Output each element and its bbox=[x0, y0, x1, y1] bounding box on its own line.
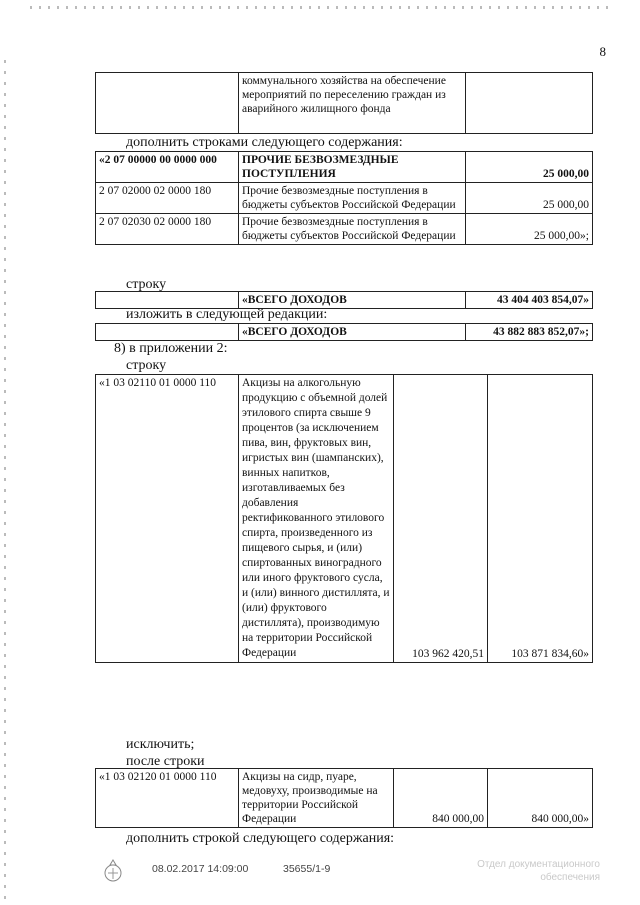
table-row bbox=[96, 769, 593, 828]
table-row bbox=[96, 152, 593, 183]
footer-doc-number: 35655/1-9 bbox=[283, 863, 331, 875]
code-cell: 2 07 02000 02 0000 180 bbox=[96, 183, 239, 214]
label-cell: «ВСЕГО ДОХОДОВ bbox=[239, 292, 466, 309]
table-continuation bbox=[95, 72, 593, 134]
amount-cell: 25 000,00»; bbox=[466, 214, 593, 245]
table-row bbox=[96, 375, 593, 663]
name-cell: ПРОЧИЕ БЕЗВОЗМЕЗДНЫЕ ПОСТУПЛЕНИЯ bbox=[239, 152, 466, 183]
scan-artifact-left bbox=[4, 60, 6, 900]
table-excise-cider bbox=[95, 768, 593, 828]
paragraph-exclude: исключить; bbox=[126, 737, 195, 752]
table-row bbox=[96, 324, 593, 341]
emblem-icon bbox=[102, 858, 124, 884]
code-cell: «2 07 00000 00 0000 000 bbox=[96, 152, 239, 183]
stamp-line: обеспечения bbox=[540, 872, 600, 883]
amount-cell: 840 000,00 bbox=[394, 769, 488, 828]
paragraph-add-row: дополнить строкой следующего содержания: bbox=[126, 831, 395, 846]
code-cell: «1 03 02110 01 0000 110 bbox=[96, 375, 239, 663]
paragraph-row: строку bbox=[126, 277, 167, 292]
office-stamp bbox=[477, 858, 600, 884]
paragraph-row-2: строку bbox=[126, 358, 167, 373]
amount-cell: 25 000,00 bbox=[466, 152, 593, 183]
scan-artifact-top bbox=[30, 6, 610, 9]
table-row bbox=[96, 292, 593, 309]
amount-cell: 25 000,00 bbox=[466, 183, 593, 214]
stamp-line: Отдел документационного bbox=[477, 859, 600, 870]
paragraph-after-row: после строки bbox=[126, 754, 205, 769]
code-cell bbox=[96, 324, 239, 341]
table-row bbox=[96, 73, 593, 134]
amount-cell bbox=[466, 73, 593, 134]
amount-cell: 103 871 834,60» bbox=[488, 375, 593, 663]
label-cell: «ВСЕГО ДОХОДОВ bbox=[239, 324, 466, 341]
paragraph-add-rows: дополнить строками следующего содержания: bbox=[126, 135, 403, 150]
table-row bbox=[96, 214, 593, 245]
code-cell: 2 07 02030 02 0000 180 bbox=[96, 214, 239, 245]
amount-cell: 43 882 883 852,07»; bbox=[466, 324, 593, 341]
table-excise-alcohol bbox=[95, 374, 593, 663]
name-cell: Прочие безвозмездные поступления в бюджеты субъектов Российской Федерации bbox=[239, 183, 466, 214]
code-cell bbox=[96, 73, 239, 134]
name-cell: Акцизы на сидр, пуаре, медовуху, производимые на территории Российской Федерации bbox=[239, 769, 394, 828]
table-new-rows bbox=[95, 151, 593, 245]
page-number: 8 bbox=[599, 44, 606, 59]
amount-cell: 103 962 420,51 bbox=[394, 375, 488, 663]
name-cell: коммунального хозяйства на обеспечение мероприятий по переселению граждан из аварийного жилищного фонда bbox=[239, 73, 466, 134]
table-total-new bbox=[95, 323, 593, 341]
name-cell: Прочие безвозмездные поступления в бюджеты субъектов Российской Федерации bbox=[239, 214, 466, 245]
name-cell: Акцизы на алкогольную продукцию с объемной долей этилового спирта свыше 9 процентов (за исключением пива, вин, фруктовых вин, игристых вин (шампанских), винных напитков, изготавливаемых без добавления ректификованного этилового спирта, произведенного из пищевого сырья, и (или) спиртованных виноградного или иного фруктового сусла, и (или) винного дистиллята, и (или) фруктового дистиллята), производимую на территории Российской Федерации bbox=[239, 375, 394, 663]
table-row bbox=[96, 183, 593, 214]
paragraph-appendix: 8) в приложении 2: bbox=[114, 341, 228, 356]
amount-cell: 43 404 403 854,07» bbox=[466, 292, 593, 309]
paragraph-revise: изложить в следующей редакции: bbox=[126, 307, 328, 322]
amount-cell: 840 000,00» bbox=[488, 769, 593, 828]
code-cell: «1 03 02120 01 0000 110 bbox=[96, 769, 239, 828]
footer-datetime: 08.02.2017 14:09:00 bbox=[152, 863, 249, 875]
code-cell bbox=[96, 292, 239, 309]
